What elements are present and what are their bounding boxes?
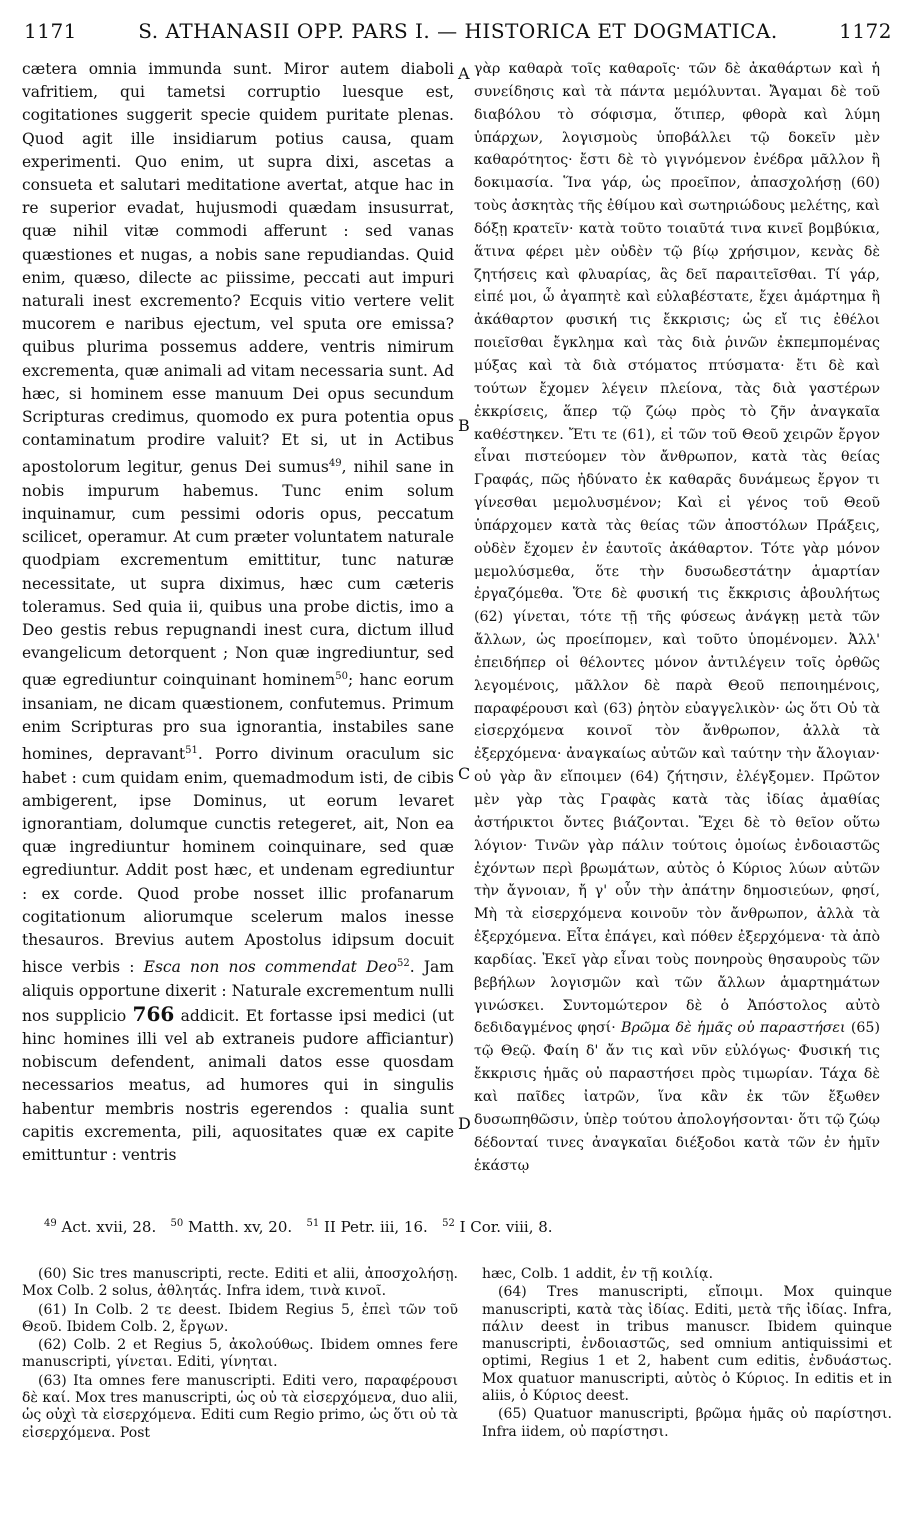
footnote: (63) Ita omnes fere manuscripti. Editi vero, παραφέρουσι δὲ καί. Mox tres manuscripti, ὡς οὐ τὰ εἰσερχόμενα, duo alii, ὡς οὐχὶ τὰ εἰσερχόμενα. Editi cum Regio primo, ὡς ὅτι οὐ τὰ εἰσερχόμενα. Post [22,1372,458,1441]
footnote: (60) Sic tres manuscripti, recte. Editi et alii, ἀποσχολήσῃ. Mox Colb. 2 solus, ἀθλητάς. Infra idem, τινὰ κινοῖ. [22,1266,458,1300]
reference-number: 50 [170,1218,184,1229]
migne-column-number: 766 [132,1001,175,1026]
section-marker-d: D [458,1114,471,1133]
section-marker-b: B [458,416,470,435]
reference-mark: 51 [185,745,198,757]
scripture-references [44,1214,894,1237]
greek-quotation: Βρῶμα δὲ ἡμᾶς οὐ παραστήσει [621,1020,846,1037]
reference-mark: 52 [397,958,410,970]
greek-text [474,58,880,1177]
latin-segment: , nihil sane in nobis impurum habemus. Tunc enim solum inquinamur, cum pessimi odoris opus, peccatum scilicet, operamur. At cum præter voluntatem naturale quodpiam excrementum emittitur, tunc naturæ necessitate, ut supra diximus, hæc cum cæteris toleramus. Sed quia ii, quibus una probe dictis, imo a Deo gestis rebus repugnandi inest cura, dictum illud evangelicum detorquent ; Non quæ ingrediuntur, sed quæ egrediuntur coinquinant hominem [22,458,454,690]
footnote-continuation: hæc, Colb. 1 addit, ἐν τῇ κοιλίᾳ. [482,1266,714,1282]
footnote: (64) Tres manuscripti, εἴποιμι. Mox quinque manuscripti, κατὰ τὰς ἰδίας. Editi, μετὰ τῆς ἰδίας. Infra, πάλιν deest in tribus manuscr. Ibidem quinque manuscripti, ἐνδοιαστῶς, sed omnium antiquissimi et optimi, Regius 1 et 2, habent cum editis, ἐνδυάστως. Mox quatuor manuscripti, αὐτὸς ὁ Κύριος. In editis et in aliis, ὁ Κύριος deest. [482,1284,892,1405]
latin-segment: . Jam aliquis opportune dixerit : Naturale excrementum nulli nos supplicio [22,958,454,1025]
page-number-left: 1171 [24,19,77,43]
section-marker-c: C [458,764,471,783]
reference-mark: 50 [335,671,348,683]
latin-segment: ; hanc eorum insaniam, ne dicam quæstionem, confutemus. Primum enim Scripturas pro sua ignorantia, instabiles sane homines, depravant [22,671,454,764]
reference-number: 51 [306,1218,320,1229]
reference-number: 52 [442,1218,455,1229]
latin-segment: . Porro divinum oraculum sic habet : cum quidam enim, quemadmodum isti, de cibis ambigerent, ipse Dominus, ut eorum levaret ignorantiam, dolumque cunctis retegeret, ait, Non ea quæ ingrediuntur hominem coinquinare, sed quæ egrediuntur. Addit post hæc, et undenam egrediuntur : ex corde. Quod probe nosset illic profanarum cogitationum aliorumque scelerum malos inesse thesauros. Brevius autem Apostolus idipsum docuit hisce verbis : [22,745,454,977]
reference-mark: 49 [328,458,342,470]
footnote: (62) Colb. 2 et Regius 5, ἀκολούθως. Ibidem omnes fere manuscripti, γίνεται. Editi, γίνηται. [22,1337,458,1371]
greek-segment: (65) τῷ Θεῷ. Φαίη δ' ἄν τις καὶ νῦν εὐλόγως· Φυσική τις ἔκκρισις ἡμᾶς οὐ παραστήσει πρὸς τιμωρίαν. Τάχα δὲ καὶ παῖδες ἰατρῶν, ἵνα κἂν ἐκ τῶν ἔξωθεν δυσωπηθῶσιν, ὑπὲρ τούτου ἀπολογήσονται· ὅτι τῷ ζώῳ δέδονταί τινες ἀναγκαῖαι διέξοδοι κατὰ τῶν ἐν ἡμῖν ἑκάστῳ [474,1020,880,1174]
reference-number: 49 [44,1218,57,1229]
footnote: (61) In Colb. 2 τε deest. Ibidem Regius 5, ἐπεὶ τῶν τοῦ Θεοῦ. Ibidem Colb. 2, ἔργων. [22,1301,458,1335]
latin-segment: addicit. Et fortasse ipsi medici (ut hinc homines illi vel ab extraneis pudore afficiantur) nobiscum defendent, animali datos esse quosdam necessarios meatus, ad humores qui in singulis habentur membris nostris egerendos : qualia sunt capitis excrementa, pili, aquositates quæ ex capite emittuntur : ventris [22,1006,454,1164]
footnotes-left-column [22,1266,458,1443]
latin-text [22,58,454,1167]
latin-segment: cætera omnia immunda sunt. Miror autem diaboli vafritiem, qui tametsi corruptio luesque est, cogitationes suggerit specie quidem puritate plenas. Quod agit ille insidiarum potius causa, quam experimenti. Quo enim, ut supra dixi, ascetas a consueta et salutari meditatione avertat, atque hac in re superior evadat, hujusmodi quædam insusurrat, quæ nihil vitæ commodi afferunt : sed vanas quæstiones et nugas, a nobis sane repudiandas. Quid enim, quæso, dilecte ac piissime, peccati aut impuri naturali inest excremento? Ecquis vitio vertere velit mucorem e naribus ejectum, vel sputa ore emissa? quibus plurima possemus addere, ventris nimirum excrementa, quæ animali ad vitam necessaria sunt. Ad hæc, si hominem esse manuum Dei opus secundum Scripturas credimus, quomodo ex pura potentia opus contaminatum prodire valuit? Et si, ut in Actibus apostolorum legitur, genus Dei sumus [22,60,454,477]
latin-quotation: Esca non nos commendat Deo [143,958,397,977]
latin-column [22,58,454,1210]
page-header [24,14,892,48]
reference-text: I Cor. viii, 8. [454,1218,553,1236]
running-title: S. ATHANASII OPP. PARS I. — HISTORICA ET DOGMATICA. [138,19,778,43]
page-number-right: 1172 [839,19,892,43]
footnote: (65) Quatuor manuscripti, βρῶμα ἡμᾶς οὐ παρίστησι. Infra iidem, οὐ παρίστησι. [482,1406,892,1440]
reference-text: Matth. xv, 20. [183,1218,293,1236]
reference-text: II Petr. iii, 16. [319,1218,428,1236]
footnotes-right-column [482,1266,892,1442]
greek-column [474,58,880,1210]
reference-text: Act. xvii, 28. [56,1218,157,1236]
section-marker-a: A [458,64,470,83]
greek-segment: γὰρ καθαρὰ τοῖς καθαροῖς· τῶν δὲ ἀκαθάρτων καὶ ἡ συνείδησις καὶ τὰ πάντα μεμόλυνται. Ἄγαμαι δὲ τοῦ διαβόλου τὸ σόφισμα, ὅτιπερ, φθορὰ καὶ λύμη ὑπάρχων, λογισμοὺς ὑποβάλλει τῷ δοκεῖν μὲν καθαρότητος· ἔστι δὲ τὸ γιγνόμενον ἐνέδρα μᾶλλον ἢ δοκιμασία. Ἵνα γάρ, ὡς προεῖπον, ἀπασχολήσῃ (60) τοὺς ἀσκητὰς τῆς ἐθίμου καὶ σωτηριώδους μελέτης, καὶ δόξῃ κρατεῖν· κατὰ τοῦτο τοιαῦτά τινα κινεῖ βομβύκια, ἅτινα φέρει μὲν οὐδὲν τῷ βίῳ χρήσιμον, κενὰς δὲ ζητήσεις καὶ φλυαρίας, ἃς δεῖ παραιτεῖσθαι. Τί γάρ, εἰπέ μοι, ὦ ἀγαπητὲ καὶ εὐλαβέστατε, ἔχει ἁμάρτημα ἢ ἀκάθαρτον φυσική τις ἔκκρισις; ὡς εἴ τις ἐθέλοι ποιεῖσθαι ἔγκλημα καὶ τὰς διὰ ῥινῶν ἐκπεμπομένας μύξας καὶ τὰ διὰ στόματος πτύσματα· ἔτι δὲ καὶ τούτων ἔχομεν λέγειν πλείονα, τὰς διὰ γαστέρων ἐκκρίσεις, ἅπερ τῷ ζώῳ πρὸς τὸ ζῆν ἀναγκαῖα καθέστηκεν. Ἔτι τε (61), εἰ τῶν τοῦ Θεοῦ χειρῶν ἔργον εἶναι πιστεύομεν τὸν ἄνθρωπον, κατὰ τὰς θείας Γραφάς, πῶς ἠδύνατο ἐκ καθαρᾶς δυνάμεως ἔργον τι γίνεσθαι μεμολυσμένον; Καὶ εἰ γένος τοῦ Θεοῦ ὑπάρχομεν κατὰ τὰς θείας τῶν ἀποστόλων Πράξεις, οὐδὲν ἔχομεν ἐν ἑαυτοῖς ἀκάθαρτον. Τότε γὰρ μόνον μεμολύσμεθα, ὅτε τὴν δυσωδεστάτην ἁμαρτίαν ἐργαζόμεθα. Ὅτε δὲ φυσική τις ἔκκρισις ἀβουλήτως (62) γίνεται, τότε τῇ τῆς φύσεως ἀνάγκῃ μετὰ τῶν ἄλλων, ὡς προείπομεν, καὶ τοῦτο ὑπομένομεν. Ἀλλ' ἐπειδήπερ οἱ θέλοντες μόνον ἀντιλέγειν τοῖς ὀρθῶς λεγομένοις, μᾶλλον δὲ παρὰ Θεοῦ πεποιημένοις, παραφέρουσι καὶ (63) ῥητὸν εὐαγγελικὸν· ὡς ὅτι Οὐ τὰ εἰσερχόμενα κοινοῖ τὸν ἄνθρωπον, ἀλλὰ τὰ ἐξερχόμενα· ἀναγκαίως αὐτῶν καὶ ταύτην τὴν ἄλογιαν· οὐ γὰρ ἂν εἴποιμεν (64) ζήτησιν, ἐλέγξομεν. Πρῶτον μὲν γὰρ τὰς Γραφὰς κατὰ τὰς ἰδίας ἀμαθίας ἀστήρικτοι ὄντες βιάζονται. Ἔχει δὲ τὸ θεῖον οὕτω λόγιον· Τινῶν γὰρ πάλιν τούτοις ὁμοίως ἐνδοιαστῶς ἐχόντων περὶ βρωμάτων, αὐτὸς ὁ Κύριος λύων αὐτῶν τὴν ἄγνοιαν, ἤ γ' οὖν τὴν ἀπάτην δημοσιεύων, φησί, Μὴ τὰ εἰσερχόμενα κοινοῦν τὸν ἄνθρωπον, ἀλλὰ τὰ ἐξερχόμενα. Εἶτα ἐπάγει, καὶ πόθεν ἐξερχόμενα· τὰ ἀπὸ καρδίας. Ἐκεῖ γὰρ εἶναι τοὺς πονηροὺς θησαυροὺς τῶν βεβήλων λογισμῶν καὶ τῶν ἄλλων ἁμαρτημάτων γινώσκει. Συντομώτερον δὲ ὁ Ἀπόστολος αὐτὸ δεδιδαγμένος φησί· [474,61,880,1037]
